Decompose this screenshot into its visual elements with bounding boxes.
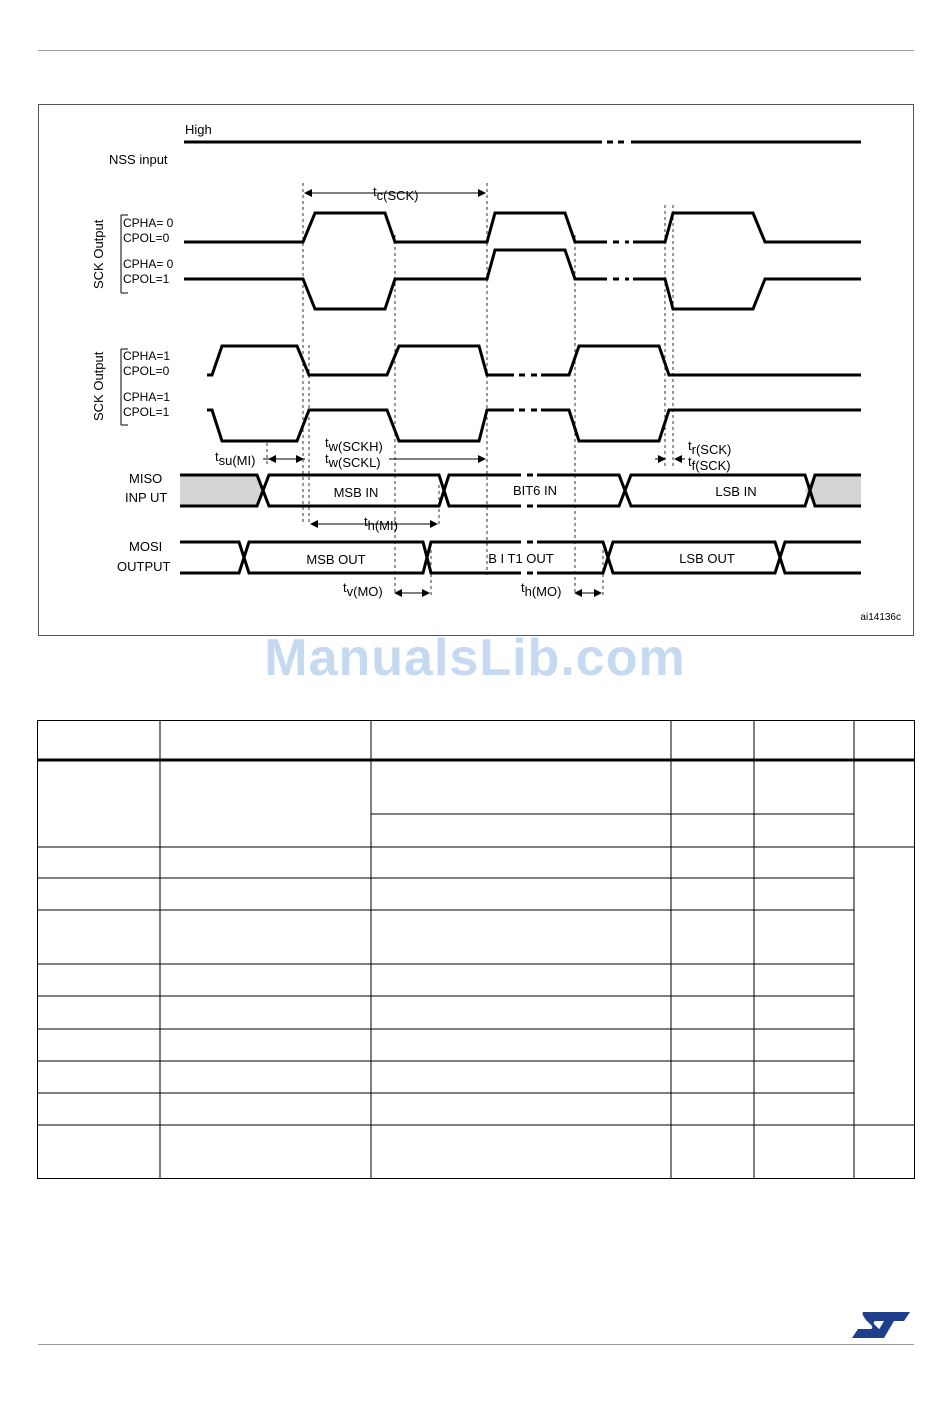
- mosi-output-label: OUTPUT: [117, 559, 171, 574]
- cpha-label: CPHA=1: [123, 390, 171, 404]
- header-rule: [38, 50, 914, 51]
- cpha-label: CPHA= 0: [123, 257, 174, 271]
- tc-label: tc(SCK): [373, 184, 419, 203]
- twl-label: tw(SCKL): [325, 451, 381, 470]
- nss-level-label: High: [185, 122, 212, 137]
- tf-label: tf(SCK): [688, 454, 731, 473]
- cpol-label: CPOL=0: [123, 364, 170, 378]
- tsu-label: tsu(MI): [215, 449, 256, 468]
- cpol-label: CPOL=1: [123, 272, 170, 286]
- st-logo: [850, 1308, 912, 1342]
- miso-label: MISO: [129, 471, 163, 486]
- cpol-label: CPOL=1: [123, 405, 170, 419]
- sck-waveform-cpha1: [207, 346, 861, 441]
- timing-guides: [267, 183, 673, 595]
- footer-rule: [38, 1344, 914, 1345]
- mosi-bit-lsb: LSB OUT: [679, 551, 735, 566]
- sck-output-label-2: SCK Output: [91, 351, 106, 421]
- mosi-label: MOSI: [129, 539, 163, 554]
- timing-arrows: [263, 193, 685, 593]
- figure-id: ai14136c: [860, 612, 901, 623]
- th-mi-label: th(MI): [364, 514, 398, 533]
- data-table: [37, 720, 915, 1180]
- cpha-label: CPHA=1: [123, 349, 171, 363]
- sck-waveform-cpha0: [184, 213, 861, 309]
- table-grid: [37, 720, 915, 1180]
- spi-timing-diagram: [38, 104, 914, 636]
- mosi-bit-msb: MSB OUT: [306, 552, 366, 567]
- tv-mo-label: tv(MO): [343, 580, 383, 599]
- miso-bit-msb: MSB IN: [333, 485, 379, 500]
- st-logo-icon: [850, 1308, 912, 1342]
- miso-bit-6: BIT6 IN: [512, 483, 558, 498]
- watermark: ManualsLib.com: [264, 629, 686, 687]
- miso-bit-lsb: LSB IN: [715, 484, 757, 499]
- cpol-label: CPOL=0: [123, 231, 170, 245]
- cpha-label: CPHA= 0: [123, 216, 174, 230]
- twh-label: tw(SCKH): [325, 435, 383, 454]
- sck-output-label-1: SCK Output: [91, 219, 106, 289]
- th-mo-label: th(MO): [521, 580, 562, 599]
- mosi-bit-1: B I T1 OUT: [488, 551, 554, 566]
- nss-input-label: NSS input: [109, 152, 168, 167]
- miso-input-label: INP UT: [125, 490, 168, 505]
- timing-diagram-svg: [39, 105, 915, 637]
- tr-label: tr(SCK): [688, 438, 732, 457]
